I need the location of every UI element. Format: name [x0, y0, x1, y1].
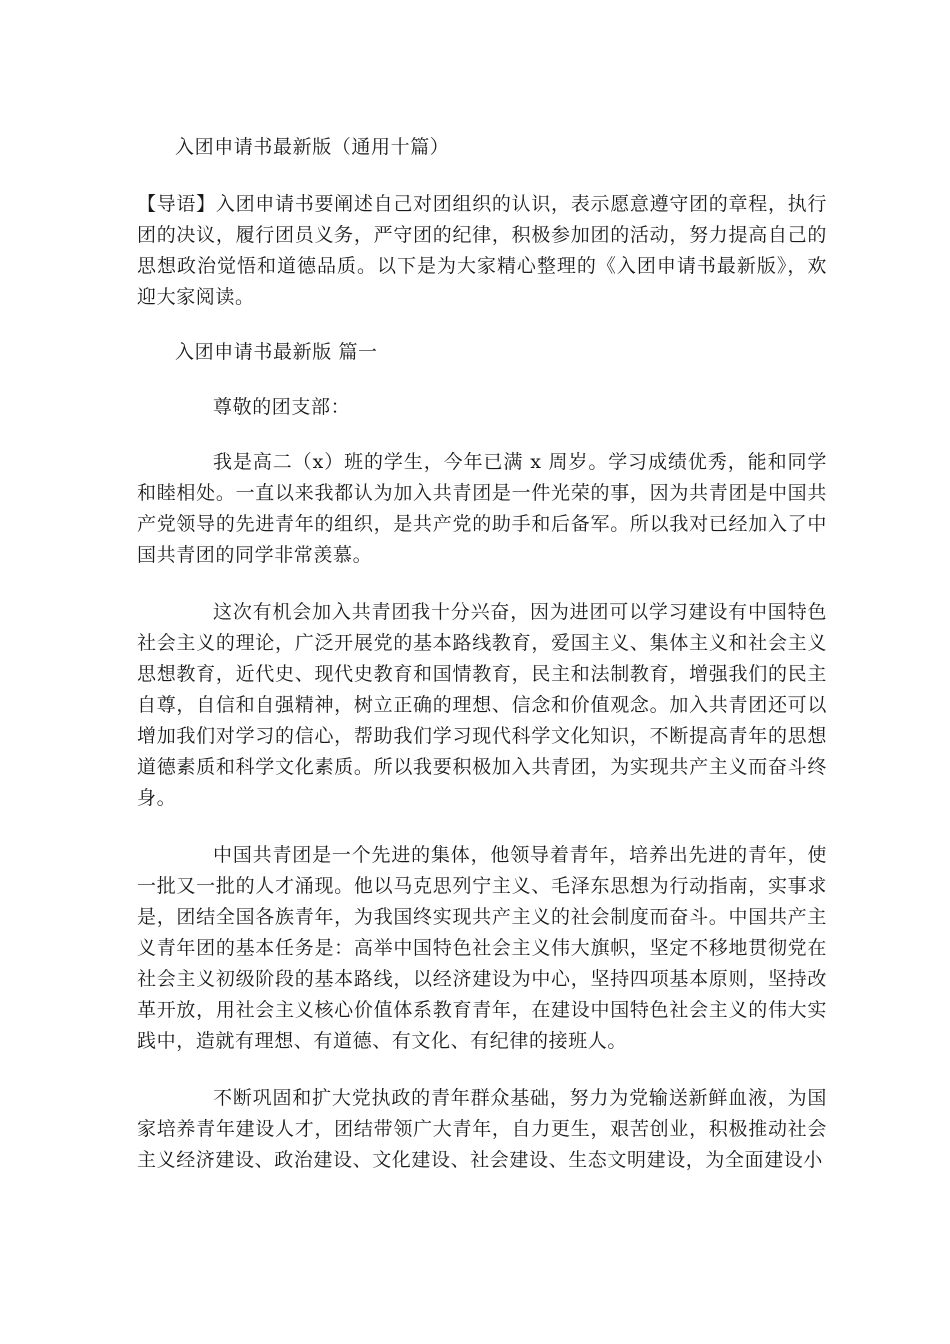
body-paragraph-2: 这次有机会加入共青团我十分兴奋，因为进团可以学习建设有中国特色社会主义的理论，广泛开展党的基本路线教育，爱国主义、集体主义和社会主义思想教育，近代史、现代史教育和国情教育，民主和法制教育，增强我们的民主自尊，自信和自强精神，树立正确的理想、信念和价值观念。加入共青团还可以增加我们对学习的信心，帮助我们学习现代科学文化知识，不断提高青年的思想道德素质和科学文化素质。所以我要积极加入共青团，为实现共产主义而奋斗终身。: [137, 601, 827, 809]
body-paragraph-1: 我是高二（x）班的学生，今年已满 x 周岁。学习成绩优秀，能和同学和睦相处。一直以来我都认为加入共青团是一件光荣的事，因为共青团是中国共产党领导的先进青年的组织，是共产党的助手和后备军。所以我对已经加入了中国共青团的同学非常羡慕。: [137, 451, 827, 566]
document-body: [137, 132, 827, 1202]
document-title: 入团申请书最新版（通用十篇）: [175, 136, 450, 158]
body-paragraph-4: 不断巩固和扩大党执政的青年群众基础，努力为党输送新鲜血液，为国家培养青年建设人才，团结带领广大青年，自力更生，艰苦创业，积极推动社会主义经济建设、政治建设、文化建设、社会建设、生态文明建设，为全面建设小: [137, 1087, 827, 1171]
body-paragraph-3: 中国共青团是一个先进的集体，他领导着青年，培养出先进的青年，使一批又一批的人才涌现。他以马克思列宁主义、毛泽东思想为行动指南，实事求是，团结全国各族青年，为我国终实现共产主义的社会制度而奋斗。中国共产主义青年团的基本任务是：高举中国特色社会主义伟大旗帜，坚定不移地贯彻党在社会主义初级阶段的基本路线，以经济建设为中心，坚持四项基本原则，坚持改革开放，用社会主义核心价值体系教育青年，在建设中国特色社会主义的伟大实践中，造就有理想、有道德、有文化、有纪律的接班人。: [137, 844, 827, 1052]
salutation: 尊敬的团支部：: [213, 396, 351, 418]
section-heading: 入团申请书最新版 篇一: [175, 341, 378, 363]
intro-paragraph: 【导语】入团申请书要阐述自己对团组织的认识，表示愿意遵守团的章程，执行团的决议，履行团员义务，严守团的纪律，积极参加团的活动，努力提高自己的思想政治觉悟和道德品质。以下是为大家精心整理的《入团申请书最新版》，欢迎大家阅读。: [137, 193, 827, 308]
